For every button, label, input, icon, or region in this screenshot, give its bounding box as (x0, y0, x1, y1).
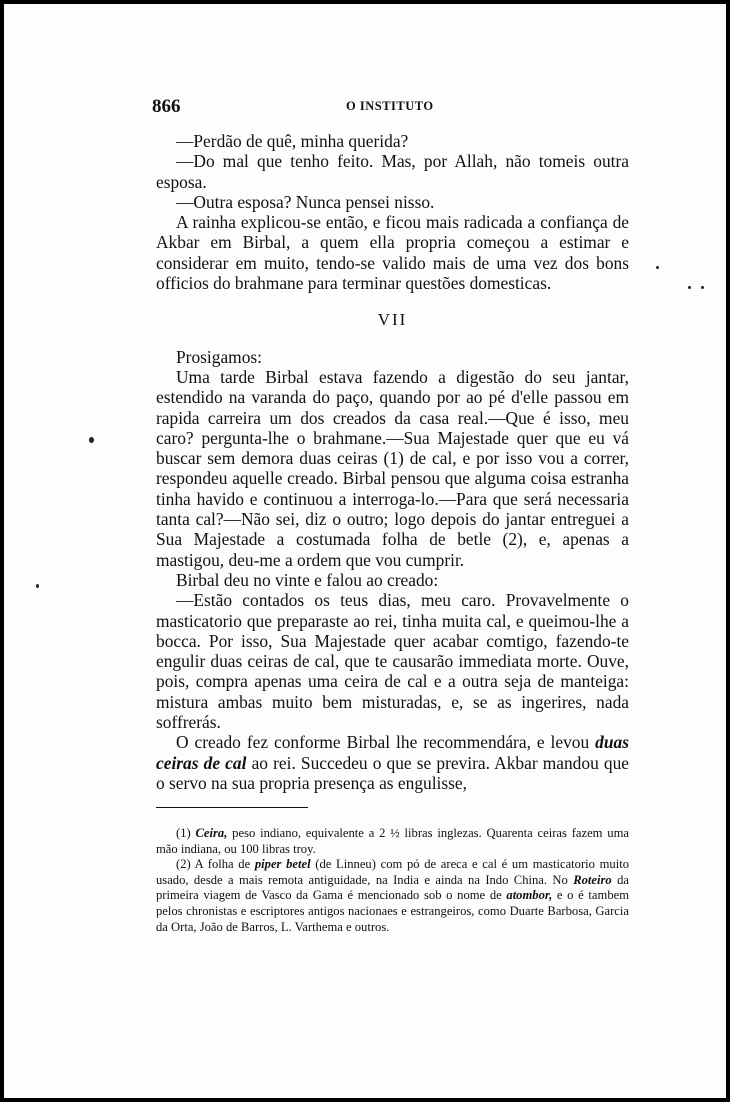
paragraph-9-text-end: ao rei. Succedeu o que se previra. Akbar mandou que o servo na sua propria presença as engulisse, (156, 752, 630, 793)
footnote-2-term: piper betel (254, 857, 311, 872)
footnote-2-text-2: da primeira viagem de Vasco da Gama é mencionado sob o nome de (156, 872, 629, 903)
footnote-rule (156, 807, 308, 808)
running-head: O INSTITUTO (346, 99, 434, 113)
footnote-1 (156, 826, 629, 857)
footnote-2-text-1: (de Linneu) com pó de areca e cal é um masticatorio muito usado, desde a mais remota antiguidade, na India e ainda na Indo China. No (156, 857, 630, 887)
book-page (4, 4, 726, 1098)
footnote-2-atombor: atombor, (506, 888, 553, 903)
footnote-2-text-3: e o é tambem pelos chronistas e escriptores antigos nacionaes e estrangeiros, como Duarte Barbosa, Garcia da Orta, João de Barros, L. Varthema e outros. (156, 888, 630, 934)
scan-speck (688, 286, 691, 289)
paragraph-5: Prosigamos: (176, 346, 262, 367)
footnote-1-text: peso indiano, equivalente a 2 ½ libras inglezas. Quarenta ceiras fazem uma mão indiana, ou 100 libras troy. (156, 826, 629, 856)
paragraph-9 (156, 732, 629, 793)
scan-speck (89, 437, 94, 443)
paragraph-4: A rainha explicou-se então, e ficou mais radicada a confiança de Akbar em Birbal, a quem ella propria começou a estimar e considerar em muito, tendo-se valido mais de uma vez dos bons officios do brahmane para terminar questões domesticas. (156, 212, 629, 294)
paragraph-8: —Estão contados os teus dias, meu caro. Provavelmente o masticatorio que preparaste ao rei, tinha muita cal, e queimou-lhe a bocca. Por isso, Sua Majestade quer acabar comtigo, fazendo-te engulir duas ceiras de cal, que te causarão immediata morte. Ouve, pois, compra apenas uma ceira de cal e a outra seja de manteiga: mistura ambas muito bem misturadas, e, se as ingerires, nada soffrerás. (156, 590, 629, 733)
page-number: 866 (152, 96, 181, 117)
footnote-1-term: Ceira, (195, 826, 228, 840)
paragraph-6: Uma tarde Birbal estava fazendo a digestão do seu jantar, estendido na varanda do paço, quando por ao pé d'elle passou em rapida carreira um dos creados da casa real.—Que é isso, meu caro? pergunta-lhe o brahmane.—Sua Majestade quer que eu vá buscar sem demora duas ceiras (1) de cal, e por isso vou a correr, respondeu aquelle creado. Birbal pensou que alguma coisa estranha tinha havido e continuou a interroga-lo.—Para que será necessaria tanta cal?—Não sei, diz o outro; logo depois do jantar entreguei a Sua Majestade a costumada folha de betle (2), e, apenas a mastigou, deu-me a ordem que vou cumprir. (156, 366, 629, 570)
paragraph-2: —Do mal que tenho feito. Mas, por Allah, não tomeis outra esposa. (156, 151, 629, 192)
paragraph-1: —Perdão de quê, minha querida? (176, 131, 409, 151)
scan-speck (656, 266, 659, 269)
paragraph-3: —Outra esposa? Nunca pensei nisso. (176, 191, 435, 212)
paragraph-9-text: O creado fez conforme Birbal lhe recommendára, e levou (176, 732, 596, 753)
page-header (152, 96, 454, 118)
body-text (156, 131, 629, 793)
chapter-heading: VII (377, 310, 408, 330)
footnote-2-marker: (2) A folha de (176, 857, 255, 872)
footnotes (156, 826, 629, 935)
footnote-2 (156, 857, 629, 935)
footnote-1-marker: (1) (176, 826, 196, 840)
footnote-2-roteiro: Roteiro (573, 872, 612, 887)
paragraph-9-italic: duas ceiras de cal (156, 732, 629, 773)
scan-speck (36, 584, 39, 588)
scan-speck (701, 286, 704, 289)
paragraph-7: Birbal deu no vinte e falou ao creado: (176, 569, 439, 590)
